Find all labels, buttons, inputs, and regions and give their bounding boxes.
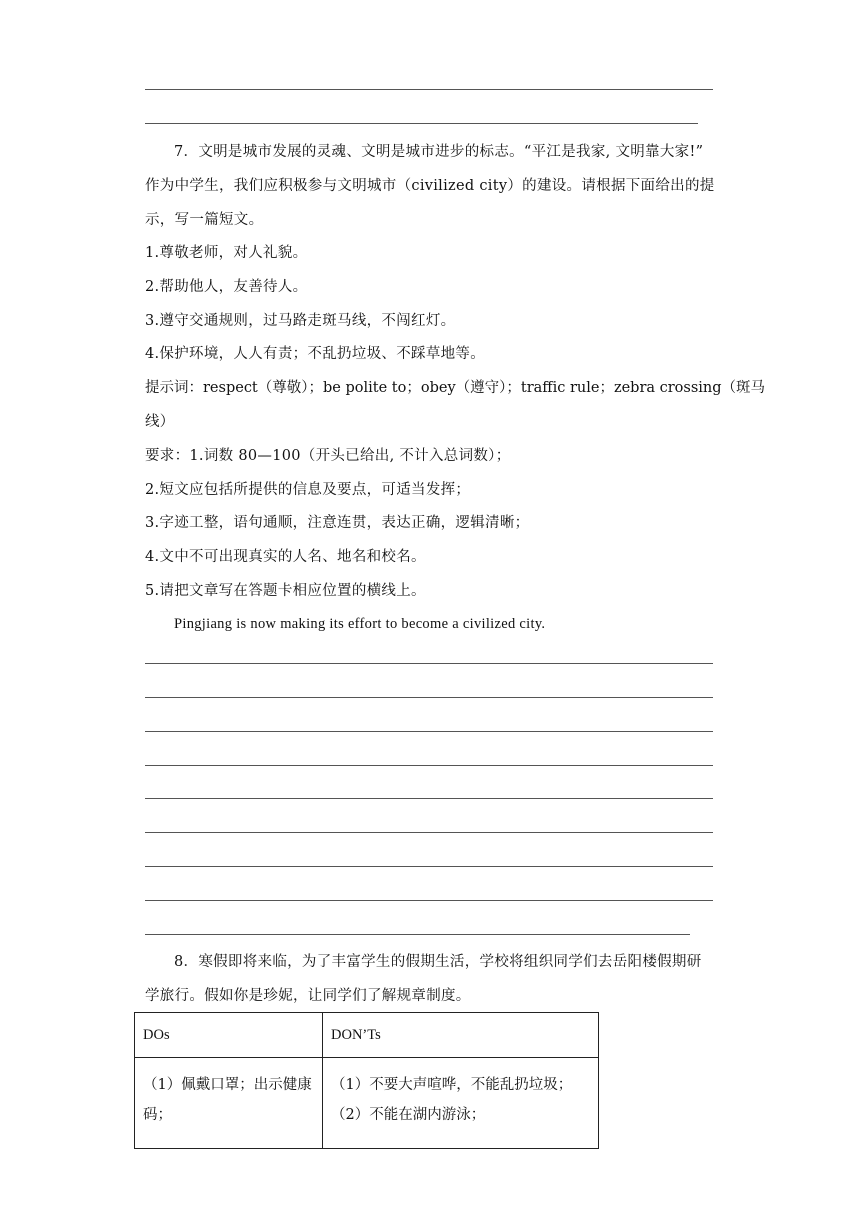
table-header-row	[135, 1013, 599, 1058]
table-row	[135, 1058, 599, 1149]
writing-line	[145, 765, 713, 766]
dos-item-line-1: （1）佩戴口罩；出示健康	[143, 1077, 312, 1093]
q7-hint-line-2: 线）	[145, 414, 175, 430]
q7-requirement-5: 5.请把文章写在答题卡相应位置的横线上。	[145, 583, 426, 599]
writing-line	[145, 663, 713, 664]
rules-table	[134, 1012, 599, 1149]
donts-item-1: （1）不要大声喧哗，不能乱扔垃圾；	[331, 1077, 573, 1093]
q7-requirement-3: 3.字迹工整，语句通顺，注意连贯，表达正确，逻辑清晰；	[145, 515, 530, 531]
q7-opening-sentence: Pingjiang is now making its effort to become a civilized city.	[174, 616, 546, 632]
q7-intro-line-3: 示，写一篇短文。	[145, 212, 264, 228]
q7-intro-line-2: 作为中学生，我们应积极参与文明城市（civilized city）的建设。请根据下面给出的提	[145, 178, 715, 194]
q7-requirement-4: 4.文中不可出现真实的人名、地名和校名。	[145, 549, 426, 565]
q8-intro-line-2: 学旅行。假如你是珍妮，让同学们了解规章制度。	[145, 988, 471, 1004]
answer-line	[145, 89, 713, 90]
donts-cell	[323, 1058, 599, 1149]
q7-requirement-2: 2.短文应包括所提供的信息及要点，可适当发挥；	[145, 482, 471, 498]
writing-line	[145, 866, 713, 867]
q7-point-3: 3.遵守交通规则，过马路走斑马线，不闯红灯。	[145, 313, 456, 329]
q7-point-2: 2.帮助他人，友善待人。	[145, 279, 308, 295]
writing-line	[145, 731, 713, 732]
q8-intro-line-1: 8．寒假即将来临，为了丰富学生的假期生活，学校将组织同学们去岳阳楼假期研	[174, 954, 702, 970]
writing-line	[145, 798, 713, 799]
q7-hint-line-1: 提示词：respect（尊敬）；be polite to；obey（遵守）；traffic rule；zebra crossing（斑马	[145, 380, 766, 396]
q7-point-4: 4.保护环境，人人有责；不乱扔垃圾、不踩草地等。	[145, 346, 486, 362]
q7-intro-line-1: 7．文明是城市发展的灵魂、文明是城市进步的标志。“平江是我家, 文明靠大家!”	[174, 144, 704, 160]
q7-point-1: 1.尊敬老师，对人礼貌。	[145, 245, 308, 261]
writing-line	[145, 934, 690, 935]
dos-cell	[135, 1058, 323, 1149]
donts-item-2: （2）不能在湖内游泳；	[331, 1107, 486, 1123]
q7-requirement-1: 要求：1.词数 80—100（开头已给出, 不计入总词数）；	[145, 448, 511, 464]
writing-line	[145, 697, 713, 698]
answer-line	[145, 123, 698, 124]
writing-line	[145, 900, 713, 901]
donts-header: DON’Ts	[323, 1013, 599, 1058]
dos-header: DOs	[135, 1013, 323, 1058]
writing-line	[145, 832, 713, 833]
dos-item-line-2: 码；	[143, 1107, 172, 1123]
